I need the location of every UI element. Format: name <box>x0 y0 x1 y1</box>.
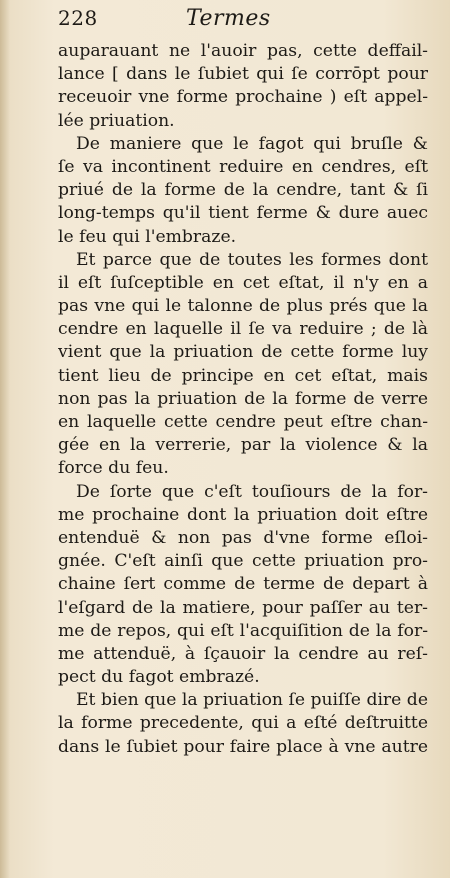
text-line: non pas la priuation de la forme de verre <box>58 388 428 409</box>
text-line: tient lieu de principe en cet eſtat, mais <box>58 365 428 386</box>
text-line: dans le ſubiet pour faire place à vne autre <box>58 736 428 757</box>
text-line: priué de la forme de la cendre, tant & ſi <box>58 180 428 201</box>
text-line: la forme precedente, qui a eſté deſtruitte <box>58 713 428 734</box>
text-line: Et bien que la priuation ſe puiſſe dire de <box>76 690 428 711</box>
text-line: pas vne qui le talonne de plus prés que la <box>58 296 428 317</box>
text-line: l'eſgard de la matiere, pour paſſer au ter- <box>58 597 428 618</box>
text-line: en laquelle cette cendre peut eſtre chan- <box>58 412 428 432</box>
text-line: me de repos, qui eſt l'acquiſition de la for- <box>58 620 428 641</box>
text-line: entenduë & non pas d'vne forme eſloi- <box>58 527 428 548</box>
text-line: cendre en laquelle il ſe va reduire ; de là <box>58 319 428 340</box>
page-header <box>58 6 428 40</box>
page-number: 228 <box>58 6 98 30</box>
running-head: Termes <box>186 6 271 31</box>
text-line: pect du fagot embrazé. <box>58 667 260 688</box>
text-line: gnée. C'eſt ainſi que cette priuation pro- <box>58 551 428 572</box>
text-line: ſe va incontinent reduire en cendres, eſt <box>58 156 428 177</box>
text-line: receuoir vne forme prochaine ) eſt appel- <box>58 87 428 108</box>
text-line: vient que la priuation de cette forme luy <box>58 342 428 363</box>
text-line: lée priuation. <box>58 110 175 131</box>
text-line: lance [ dans le ſubiet qui ſe corrōpt pour <box>58 64 428 85</box>
text-line: me attenduë, à ſçauoir la cendre au reſ- <box>58 643 428 664</box>
text-line: gée en la verrerie, par la violence & la <box>58 435 428 456</box>
text-line: le feu qui l'embraze. <box>58 226 237 247</box>
text-line: chaine ſert comme de terme de depart à <box>58 574 428 595</box>
text-line: De maniere que le fagot qui bruſle & <box>76 133 428 154</box>
text-line: force du feu. <box>58 458 169 479</box>
text-line: me prochaine dont la priuation doit eſtre <box>58 504 428 525</box>
text-line: Et parce que de toutes les formes dont <box>76 249 428 270</box>
page-body-text <box>58 40 428 759</box>
page-gutter-shadow <box>0 0 10 878</box>
text-line: auparauant ne l'auoir pas, cette deffail- <box>58 41 428 61</box>
text-line: De ſorte que c'eſt touſiours de la for- <box>76 481 428 502</box>
text-line: long-temps qu'il tient ferme & dure auec <box>58 203 428 224</box>
text-line: il eſt ſuſceptible en cet eſtat, il n'y en a <box>58 272 428 293</box>
